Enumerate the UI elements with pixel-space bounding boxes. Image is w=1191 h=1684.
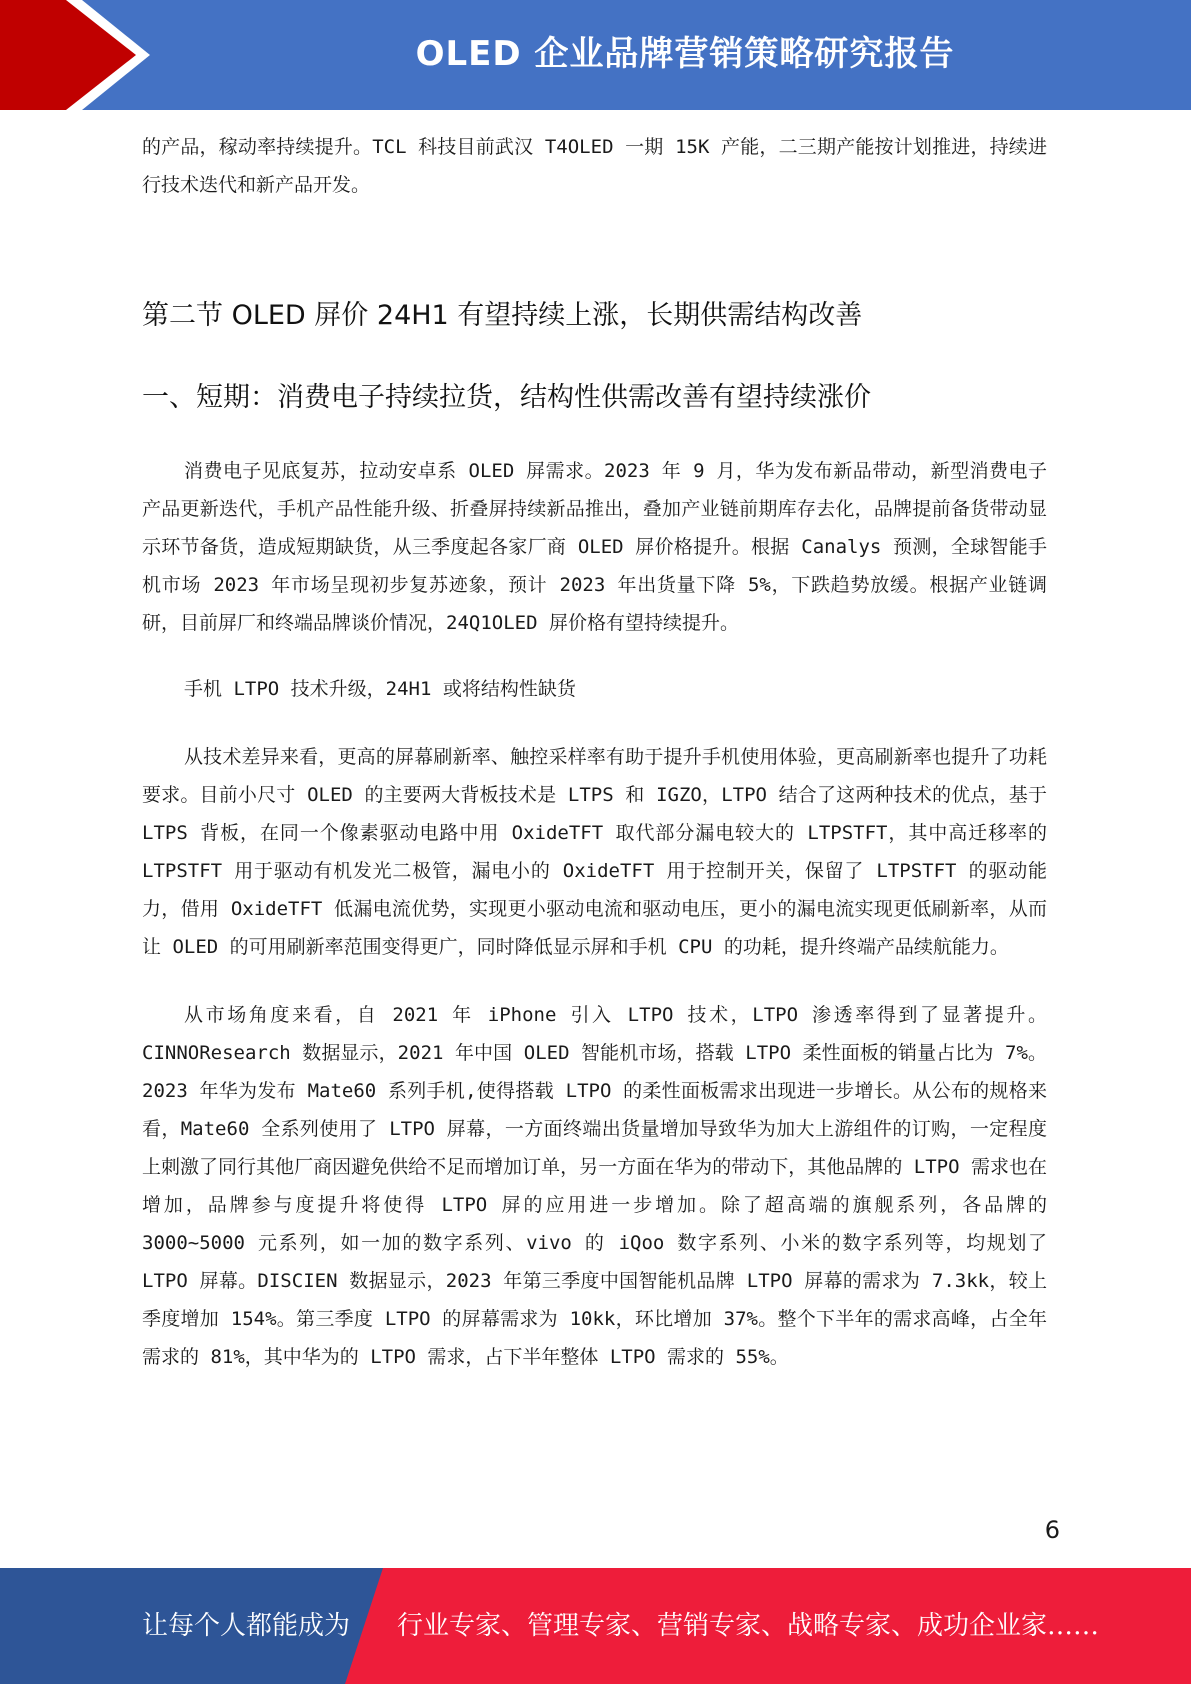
header-chevron-icon	[0, 0, 140, 110]
paragraph-2: 手机 LTPO 技术升级，24H1 或将结构性缺货	[184, 678, 576, 700]
footer-slogan-left: 让每个人都能成为	[142, 1611, 351, 1641]
intro-paragraph: 的产品，稼动率持续提升。TCL 科技目前武汉 T4OLED 一期 15K 产能，二三期产能按计划推进，持续进行技术迭代和新产品开发。	[142, 136, 1047, 196]
section-title: 第二节 OLED 屏价 24H1 有望持续上涨，长期供需结构改善	[142, 300, 863, 331]
footer-slogan-right: 行业专家、管理专家、营销专家、战略专家、成功企业家……	[397, 1611, 1100, 1641]
page-content	[142, 128, 1047, 1376]
paragraph-4: 从市场角度来看，自 2021 年 iPhone 引入 LTPO 技术，LTPO 渗透率得到了显著提升。CINNOResearch 数据显示，2021 年中国 OLED 智能机市场，搭载 LTPO 柔性面板的销量占比为 7%。2023 年华为发布 Mate60 系列手机,使得搭载 LTPO 的柔性面板需求出现进一步增长。从公布的规格来看，Mate60 全系列使用了 LTPO 屏幕，一方面终端出货量增加导致华为加大上游组件的订购，一定程度上刺激了同行其他厂商因避免供给不足而增加订单，另一方面在华为的带动下，其他品牌的 LTPO 需求也在增加，品牌参与度提升将使得 LTPO 屏的应用进一步增加。除了超高端的旗舰系列，各品牌的 3000~5000 元系列，如一加的数字系列、vivo 的 iQoo 数字系列、小米的数字系列等，均规划了 LTPO 屏幕。DISCIEN 数据显示，2023 年第三季度中国智能机品牌 LTPO 屏幕的需求为 7.3kk，较上季度增加 154%。第三季度 LTPO 的屏幕需求为 10kk，环比增加 37%。整个下半年的需求高峰，占全年需求的 81%，其中华为的 LTPO 需求，占下半年整体 LTPO 需求的 55%。	[142, 1004, 1047, 1368]
paragraph-1: 消费电子见底复苏，拉动安卓系 OLED 屏需求。2023 年 9 月，华为发布新品带动，新型消费电子产品更新迭代，手机产品性能升级、折叠屏持续新品推出，叠加产业链前期库存去化，品牌提前备货带动显示环节备货，造成短期缺货，从三季度起各家厂商 OLED 屏价格提升。根据 Canalys 预测，全球智能手机市场 2023 年市场呈现初步复苏迹象，预计 2023 年出货量下降 5%，下跌趋势放缓。根据产业链调研，目前屏厂和终端品牌谈价情况，24Q1OLED 屏价格有望持续提升。	[142, 460, 1047, 634]
report-title: OLED 企业品牌营销策略研究报告	[415, 34, 955, 74]
paragraph-3: 从技术差异来看，更高的屏幕刷新率、触控采样率有助于提升手机使用体验，更高刷新率也提升了功耗要求。目前小尺寸 OLED 的主要两大背板技术是 LTPS 和 IGZO，LTPO 结合了这两种技术的优点，基于 LTPS 背板，在同一个像素驱动电路中用 OxideTFT 取代部分漏电较大的 LTPSTFT，其中高迁移率的 LTPSTFT 用于驱动有机发光二极管，漏电小的 OxideTFT 用于控制开关，保留了 LTPSTFT 的驱动能力，借用 OxideTFT 低漏电流优势，实现更小驱动电流和驱动电压，更小的漏电流实现更低刷新率，从而让 OLED 的可用刷新率范围变得更广，同时降低显示屏和手机 CPU 的功耗，提升终端产品续航能力。	[142, 746, 1047, 958]
page-footer	[0, 1568, 1191, 1684]
page-header	[0, 0, 1191, 110]
page-number: 6	[1044, 1516, 1060, 1544]
subsection-title: 一、短期：消费电子持续拉货，结构性供需改善有望持续涨价	[142, 382, 871, 413]
